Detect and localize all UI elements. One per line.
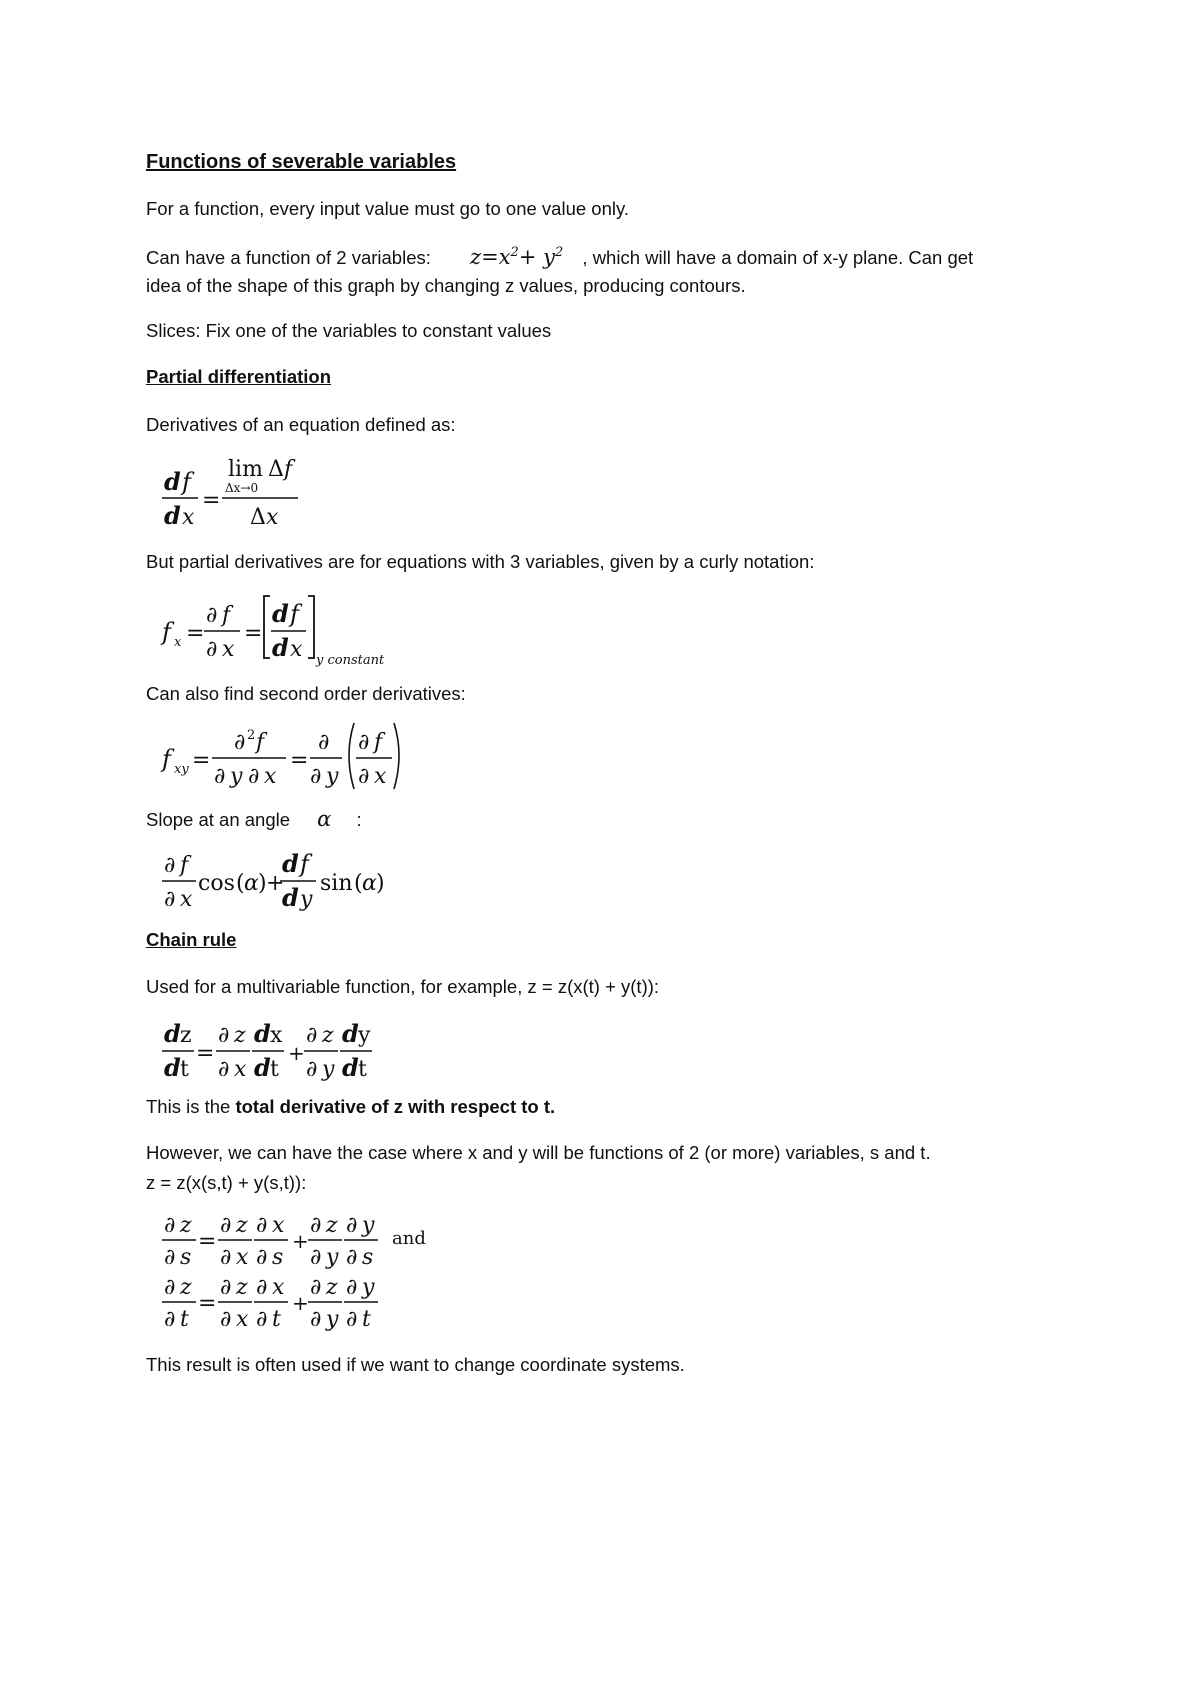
eq1-lim: lim bbox=[228, 457, 263, 482]
eq7-d-num-y: y bbox=[362, 1275, 375, 1300]
equation-partial-t bbox=[160, 1264, 400, 1339]
eq7-num-z: z bbox=[180, 1275, 192, 1300]
eq6-den-partial: ∂ bbox=[164, 1245, 176, 1270]
eq7-c-num-z: z bbox=[326, 1275, 338, 1300]
eq6-plus: + bbox=[292, 1229, 309, 1253]
paragraph-second-order: Can also find second order derivatives: bbox=[146, 683, 466, 704]
eq3-equals-1: = bbox=[192, 748, 211, 773]
eq3-den-y: y bbox=[230, 764, 243, 789]
eq7-a-num-partial: ∂ bbox=[220, 1275, 232, 1300]
eq7-c-num-partial: ∂ bbox=[310, 1275, 322, 1300]
eq6-b-den-partial: ∂ bbox=[256, 1245, 268, 1270]
eq1-f-num: f bbox=[284, 457, 293, 482]
eq7-d-den-t: t bbox=[362, 1307, 371, 1332]
eq1-den-x: x bbox=[182, 505, 195, 530]
eq6-c-num-partial: ∂ bbox=[310, 1213, 322, 1238]
eq3-f: f bbox=[162, 745, 171, 773]
eq5-num-d: d bbox=[164, 1019, 181, 1048]
eq2-num-f: f bbox=[222, 603, 231, 628]
eq7-c-den-partial: ∂ bbox=[310, 1307, 322, 1332]
paragraph-two-variable-functions: However, we can have the case where x and y will be functions of 2 (or more) variables, s and t. bbox=[146, 1142, 931, 1163]
eq5-c-num-partial: ∂ bbox=[306, 1023, 318, 1048]
eq6-a-den-x: x bbox=[236, 1245, 249, 1270]
eq3-op-partial: ∂ bbox=[318, 730, 330, 755]
equation-partial-derivative bbox=[160, 586, 400, 671]
eq1-equals: = bbox=[202, 488, 221, 513]
paragraph-two-variables-rest: , which will have a domain of x-y plane. Can get bbox=[582, 247, 974, 268]
eq5-a-den-x: x bbox=[234, 1057, 247, 1082]
eq5-c-den-y: y bbox=[322, 1057, 335, 1082]
paragraph-slope-angle bbox=[146, 807, 362, 832]
eq6-c-den-y: y bbox=[326, 1245, 339, 1270]
eq5-equals: = bbox=[196, 1041, 215, 1066]
eq5-den-d: d bbox=[164, 1053, 181, 1082]
eq4-num-partial: ∂ bbox=[164, 853, 176, 878]
eq3-den-x: x bbox=[264, 764, 277, 789]
eq5-d-den-t: t bbox=[358, 1057, 367, 1082]
eq7-plus: + bbox=[292, 1291, 309, 1315]
eq4-lparen-1: ( bbox=[236, 871, 245, 896]
paragraph-slices: Slices: Fix one of the variables to constant values bbox=[146, 320, 552, 341]
eq5-d-den-d: d bbox=[342, 1053, 359, 1082]
paragraph-function-definition: For a function, every input value must go to one value only. bbox=[146, 198, 629, 219]
eq6-and: and bbox=[392, 1228, 426, 1249]
eq2-equals-1: = bbox=[186, 621, 205, 646]
eq4-lparen-2: ( bbox=[354, 871, 363, 896]
eq1-delta-num: Δ bbox=[268, 457, 284, 482]
eq3-op-den-y: y bbox=[326, 764, 339, 789]
eq7-a-num-z: z bbox=[236, 1275, 248, 1300]
slope-angle-colon: : bbox=[356, 809, 362, 830]
eq3-op-den-partial: ∂ bbox=[310, 764, 322, 789]
eq5-d-num-d: d bbox=[342, 1019, 359, 1048]
eq4-alpha-2: α bbox=[362, 871, 377, 896]
eq5-c-num-z: z bbox=[322, 1023, 334, 1048]
eq6-d-den-s: s bbox=[362, 1245, 374, 1270]
eq4-den-partial: ∂ bbox=[164, 887, 176, 912]
eq4-rparen-2: ) bbox=[376, 871, 385, 896]
eq6-a-den-partial: ∂ bbox=[220, 1245, 232, 1270]
alpha-symbol: α bbox=[317, 807, 332, 831]
eq6-c-num-z: z bbox=[326, 1213, 338, 1238]
eq2-f: f bbox=[162, 618, 171, 646]
slope-angle-text: Slope at an angle bbox=[146, 809, 291, 830]
eq1-den-d: d bbox=[164, 501, 181, 530]
paragraph-derivative-definition: Derivatives of an equation defined as: bbox=[146, 414, 456, 435]
eq2-bracket-den-d: d bbox=[272, 633, 289, 662]
eq5-a-num-partial: ∂ bbox=[218, 1023, 230, 1048]
eq5-d-num-y: y bbox=[358, 1023, 371, 1048]
eq2-bracket-num-d: d bbox=[272, 599, 289, 628]
paragraph-two-variables bbox=[146, 245, 973, 270]
eq6-b-num-partial: ∂ bbox=[256, 1213, 268, 1238]
page-title: Functions of severable variables bbox=[146, 151, 457, 173]
eq2-num-partial: ∂ bbox=[206, 603, 218, 628]
eq3-in-den-partial: ∂ bbox=[358, 764, 370, 789]
eq3-num-sup: 2 bbox=[247, 728, 256, 743]
eq2-f-sub: x bbox=[174, 635, 182, 650]
eq5-b-den-d: d bbox=[254, 1053, 271, 1082]
eq4-plus: + bbox=[266, 871, 285, 896]
eq7-b-den-partial: ∂ bbox=[256, 1307, 268, 1332]
eq5-a-num-z: z bbox=[234, 1023, 246, 1048]
eq1-num-d: d bbox=[164, 467, 181, 496]
eq6-b-num-x: x bbox=[272, 1213, 285, 1238]
eq7-equals: = bbox=[198, 1291, 217, 1316]
equation-second-order bbox=[160, 715, 420, 800]
eq5-b-den-t: t bbox=[270, 1057, 279, 1082]
eq5-b-num-x: x bbox=[270, 1023, 283, 1048]
eq7-a-den-partial: ∂ bbox=[220, 1307, 232, 1332]
eq5-plus: + bbox=[288, 1041, 305, 1065]
eq4-sin: sin bbox=[320, 871, 353, 896]
paragraph-z-of-s-t: z = z(x(s,t) + y(s,t)): bbox=[146, 1172, 307, 1193]
eq2-equals-2: = bbox=[244, 621, 263, 646]
eq6-equals: = bbox=[198, 1229, 217, 1254]
eq4-cos: cos bbox=[198, 871, 235, 896]
inline-equation-z: $z=x^2+ y^2$ bbox=[470, 245, 564, 269]
eq7-a-den-x: x bbox=[236, 1307, 249, 1332]
eq2-bracket-num-f: f bbox=[290, 600, 299, 628]
eq5-num-z: z bbox=[180, 1023, 192, 1048]
eq7-d-den-partial: ∂ bbox=[346, 1307, 358, 1332]
eq3-in-num-partial: ∂ bbox=[358, 730, 370, 755]
eq3-f-sub: xy bbox=[174, 762, 189, 777]
equation-slope bbox=[160, 838, 400, 923]
equation-total-derivative bbox=[160, 1008, 420, 1093]
eq3-den-partial-1: ∂ bbox=[214, 764, 226, 789]
heading-chain-rule: Chain rule bbox=[146, 929, 237, 950]
eq2-y-constant: y constant bbox=[316, 653, 385, 668]
eq4-num2-d: d bbox=[282, 849, 299, 878]
eq7-d-num-partial: ∂ bbox=[346, 1275, 358, 1300]
eq4-alpha-1: α bbox=[244, 871, 259, 896]
eq7-c-den-y: y bbox=[326, 1307, 339, 1332]
eq6-b-den-s: s bbox=[272, 1245, 284, 1270]
eq2-den-partial: ∂ bbox=[206, 637, 218, 662]
eq3-in-den-x: x bbox=[374, 764, 387, 789]
eq6-a-num-z: z bbox=[236, 1213, 248, 1238]
eq3-num-partial: ∂ bbox=[234, 730, 246, 755]
paragraph-two-variables-line2: idea of the shape of this graph by changing z values, producing contours. bbox=[146, 275, 746, 296]
eq7-b-num-x: x bbox=[272, 1275, 285, 1300]
eq4-num2-f: f bbox=[300, 850, 309, 878]
eq2-den-x: x bbox=[222, 637, 235, 662]
eq7-b-num-partial: ∂ bbox=[256, 1275, 268, 1300]
eq6-den-s: s bbox=[180, 1245, 192, 1270]
eq6-num-partial: ∂ bbox=[164, 1213, 176, 1238]
paragraph-partial-derivatives: But partial derivatives are for equations with 3 variables, given by a curly notation: bbox=[146, 551, 815, 572]
eq4-den2-y: y bbox=[300, 887, 313, 912]
eq6-d-den-partial: ∂ bbox=[346, 1245, 358, 1270]
eq4-den2-d: d bbox=[282, 883, 299, 912]
eq6-num-z: z bbox=[180, 1213, 192, 1238]
eq1-delta-den: Δ bbox=[250, 505, 266, 530]
eq5-den-t: t bbox=[180, 1057, 189, 1082]
eq7-num-partial: ∂ bbox=[164, 1275, 176, 1300]
eq6-d-num-partial: ∂ bbox=[346, 1213, 358, 1238]
paragraph-coordinate-systems: This result is often used if we want to change coordinate systems. bbox=[146, 1354, 685, 1375]
eq1-lim-sub: Δx→0 bbox=[225, 481, 259, 495]
eq5-c-den-partial: ∂ bbox=[306, 1057, 318, 1082]
eq5-b-num-d: d bbox=[254, 1019, 271, 1048]
eq7-den-t: t bbox=[180, 1307, 189, 1332]
eq4-den-x: x bbox=[180, 887, 193, 912]
total-derivative-bold: total derivative of z with respect to t. bbox=[235, 1096, 556, 1117]
eq4-num-f: f bbox=[180, 853, 189, 878]
total-derivative-intro: This is the bbox=[146, 1096, 231, 1117]
eq6-a-num-partial: ∂ bbox=[220, 1213, 232, 1238]
eq3-num-f: f bbox=[256, 730, 265, 755]
eq3-equals-2: = bbox=[290, 748, 309, 773]
eq3-in-num-f: f bbox=[374, 730, 383, 755]
eq1-num-f: f bbox=[182, 468, 191, 496]
eq6-d-num-y: y bbox=[362, 1213, 375, 1238]
paragraph-total-derivative bbox=[146, 1096, 555, 1118]
eq4-rparen-1: ) bbox=[258, 871, 267, 896]
eq2-bracket-den-x: x bbox=[290, 637, 303, 662]
eq5-a-den-partial: ∂ bbox=[218, 1057, 230, 1082]
eq7-b-den-t: t bbox=[272, 1307, 281, 1332]
paragraph-two-variables-intro: Can have a function of 2 variables: bbox=[146, 247, 431, 268]
eq6-c-den-partial: ∂ bbox=[310, 1245, 322, 1270]
eq7-den-partial: ∂ bbox=[164, 1307, 176, 1332]
eq3-den-partial-2: ∂ bbox=[248, 764, 260, 789]
paragraph-multivariable: Used for a multivariable function, for example, z = z(x(t) + y(t)): bbox=[146, 976, 660, 997]
equation-derivative-limit bbox=[160, 452, 320, 537]
heading-partial-differentiation: Partial differentiation bbox=[146, 366, 332, 387]
eq1-x-den: x bbox=[266, 505, 279, 530]
